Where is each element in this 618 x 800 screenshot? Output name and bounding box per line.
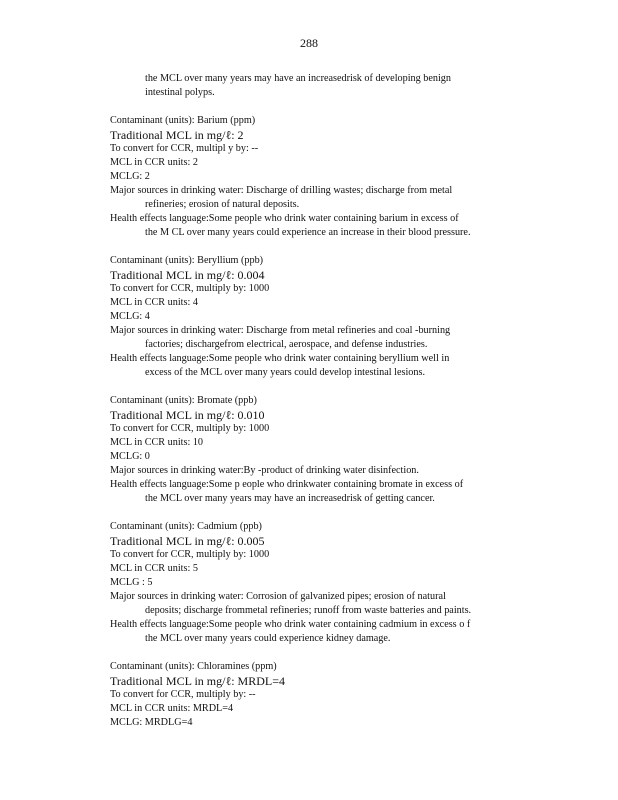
major-sources: Major sources in drinking water: Discharge of drilling wastes; discharge from metal: [110, 185, 453, 196]
contaminant-entry-beryllium: [110, 254, 550, 380]
traditional-mcl: Traditional MCL in mg/ℓ: 2: [110, 128, 244, 142]
page-number: 288: [300, 36, 318, 50]
health-effects-cont: the MCL over many years may have an increasedrisk of getting cancer.: [145, 493, 435, 504]
major-sources: Major sources in drinking water: Discharge from metal refineries and coal -burning: [110, 325, 451, 336]
intro-paragraph: [110, 72, 550, 100]
health-effects-cont: excess of the MCL over many years could develop intestinal lesions.: [145, 367, 425, 378]
mclg: MCLG: 2: [110, 171, 150, 182]
traditional-mcl: Traditional MCL in mg/ℓ: 0.005: [110, 534, 265, 548]
health-effects: Health effects language:Some people who drink water containing cadmium in excess o f: [110, 619, 471, 630]
major-sources: Major sources in drinking water: Corrosion of galvanized pipes; erosion of natural: [110, 591, 446, 602]
intro-line-2: intestinal polyps.: [145, 87, 215, 98]
mclg: MCLG: 0: [110, 451, 150, 462]
mclg: MCLG : 5: [110, 577, 153, 588]
contaminant-units: Contaminant (units): Chloramines (ppm): [110, 661, 277, 672]
convert-factor: To convert for CCR, multiply by: 1000: [110, 283, 270, 294]
contaminant-units: Contaminant (units): Barium (ppm): [110, 115, 256, 126]
mcl-ccr-units: MCL in CCR units: 4: [110, 297, 198, 308]
mclg: MCLG: MRDLG=4: [110, 717, 193, 728]
health-effects: Health effects language:Some p eople who drinkwater containing bromate in excess of: [110, 479, 464, 490]
major-sources: Major sources in drinking water:By -product of drinking water disinfection.: [110, 465, 419, 476]
intro-line-1: the MCL over many years may have an increasedrisk of developing benign: [145, 73, 451, 84]
page-body: [110, 72, 550, 730]
mcl-ccr-units: MCL in CCR units: 10: [110, 437, 204, 448]
major-sources-cont: deposits; discharge frommetal refineries; runoff from waste batteries and paints.: [145, 605, 472, 616]
mcl-ccr-units: MCL in CCR units: 2: [110, 157, 198, 168]
contaminant-units: Contaminant (units): Beryllium (ppb): [110, 255, 264, 266]
health-effects-cont: the M CL over many years could experience an increase in their blood pressure.: [145, 227, 471, 238]
health-effects-cont: the MCL over many years could experience kidney damage.: [145, 633, 391, 644]
health-effects: Health effects language:Some people who drink water containing beryllium well in: [110, 353, 450, 364]
contaminant-entry-chloramines: [110, 660, 550, 730]
contaminant-entry-barium: [110, 114, 550, 240]
major-sources-cont: factories; dischargefrom electrical, aerospace, and defense industries.: [145, 339, 428, 350]
convert-factor: To convert for CCR, multiply by: 1000: [110, 423, 270, 434]
major-sources-cont: refineries; erosion of natural deposits.: [145, 199, 300, 210]
traditional-mcl: Traditional MCL in mg/ℓ: 0.010: [110, 408, 265, 422]
contaminant-entry-cadmium: [110, 520, 550, 646]
contaminant-entry-bromate: [110, 394, 550, 506]
health-effects: Health effects language:Some people who drink water containing barium in excess of: [110, 213, 459, 224]
convert-factor: To convert for CCR, multiply by: --: [110, 689, 256, 700]
contaminant-units: Contaminant (units): Cadmium (ppb): [110, 521, 262, 532]
traditional-mcl: Traditional MCL in mg/ℓ: 0.004: [110, 268, 265, 282]
mcl-ccr-units: MCL in CCR units: MRDL=4: [110, 703, 234, 714]
convert-factor: To convert for CCR, multipl y by: --: [110, 143, 259, 154]
mcl-ccr-units: MCL in CCR units: 5: [110, 563, 198, 574]
contaminant-units: Contaminant (units): Bromate (ppb): [110, 395, 257, 406]
convert-factor: To convert for CCR, multiply by: 1000: [110, 549, 270, 560]
traditional-mcl: Traditional MCL in mg/ℓ: MRDL=4: [110, 674, 285, 688]
mclg: MCLG: 4: [110, 311, 150, 322]
